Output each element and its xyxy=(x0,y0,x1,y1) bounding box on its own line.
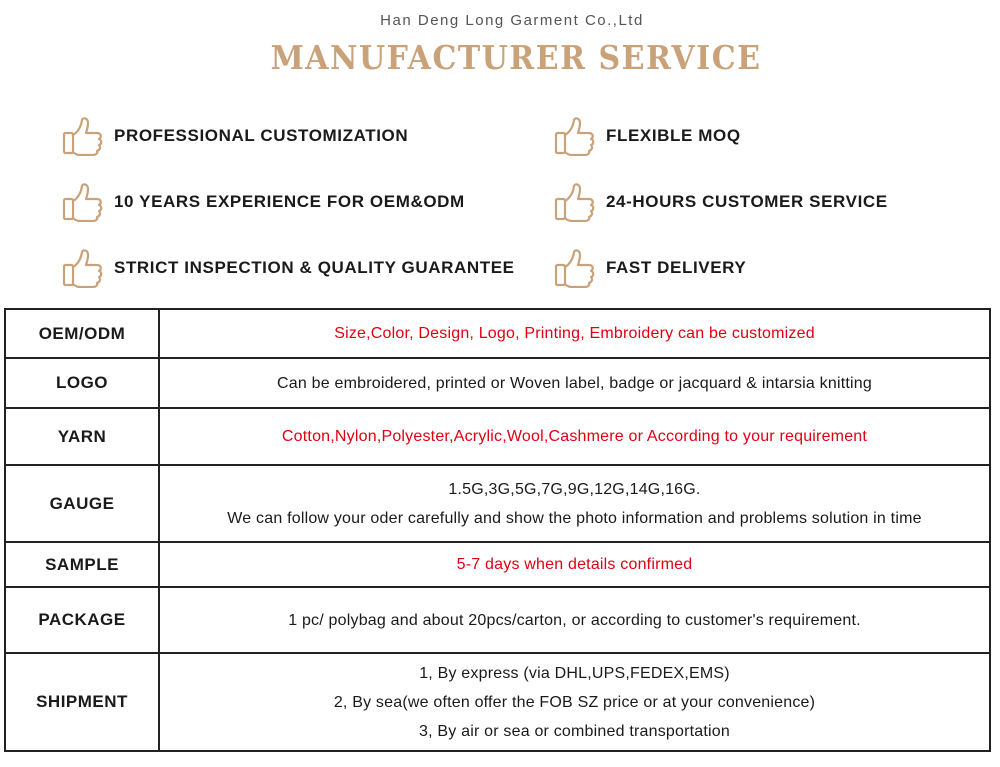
table-row xyxy=(5,309,990,358)
row-value: Cotton,Nylon,Polyester,Acrylic,Wool,Cashmere or According to your requirement xyxy=(159,408,990,465)
feature-label: FAST DELIVERY xyxy=(606,258,747,277)
table-row xyxy=(5,408,990,465)
row-key: LOGO xyxy=(5,358,159,408)
row-value: 1, By express (via DHL,UPS,FEDEX,EMS) 2, By sea(we often offer the FOB SZ price or at your convenience) 3, By air or sea or combined transportation xyxy=(159,653,990,751)
feature-item xyxy=(554,248,746,288)
table-row xyxy=(5,542,990,587)
thumbs-up-icon xyxy=(554,248,596,288)
row-key: GAUGE xyxy=(5,465,159,542)
thumbs-up-icon xyxy=(62,182,104,222)
thumbs-up-icon xyxy=(554,116,596,156)
company-name: Han Deng Long Garment Co.,Ltd xyxy=(380,12,644,29)
feature-item xyxy=(554,116,741,156)
row-value: 1 pc/ polybag and about 20pcs/carton, or according to customer's requirement. xyxy=(159,587,990,653)
row-key: OEM/ODM xyxy=(5,309,159,358)
table-row xyxy=(5,587,990,653)
table-row xyxy=(5,653,990,751)
row-key: YARN xyxy=(5,408,159,465)
thumbs-up-icon xyxy=(554,182,596,222)
row-key: SAMPLE xyxy=(5,542,159,587)
service-spec-table xyxy=(4,308,991,752)
feature-item xyxy=(62,182,465,222)
row-value: Size,Color, Design, Logo, Printing, Embroidery can be customized xyxy=(159,309,990,358)
feature-label: STRICT INSPECTION & QUALITY GUARANTEE xyxy=(114,258,515,277)
row-value: Can be embroidered, printed or Woven label, badge or jacquard & intarsia knitting xyxy=(159,358,990,408)
page-title: MANUFACTURER SERVICE xyxy=(270,39,762,78)
row-key: SHIPMENT xyxy=(5,653,159,751)
feature-label: 10 YEARS EXPERIENCE FOR OEM&ODM xyxy=(114,192,465,211)
table-row xyxy=(5,358,990,408)
feature-label: FLEXIBLE MOQ xyxy=(606,126,741,145)
feature-item xyxy=(62,248,515,288)
feature-item xyxy=(62,116,408,156)
feature-label: PROFESSIONAL CUSTOMIZATION xyxy=(114,126,409,145)
thumbs-up-icon xyxy=(62,116,104,156)
table-row xyxy=(5,465,990,542)
thumbs-up-icon xyxy=(62,248,104,288)
row-key: PACKAGE xyxy=(5,587,159,653)
row-value: 5-7 days when details confirmed xyxy=(159,542,990,587)
feature-item xyxy=(554,182,888,222)
row-value: 1.5G,3G,5G,7G,9G,12G,14G,16G. We can follow your oder carefully and show the photo information and problems solution in time xyxy=(159,465,990,542)
feature-label: 24-HOURS CUSTOMER SERVICE xyxy=(606,192,888,211)
